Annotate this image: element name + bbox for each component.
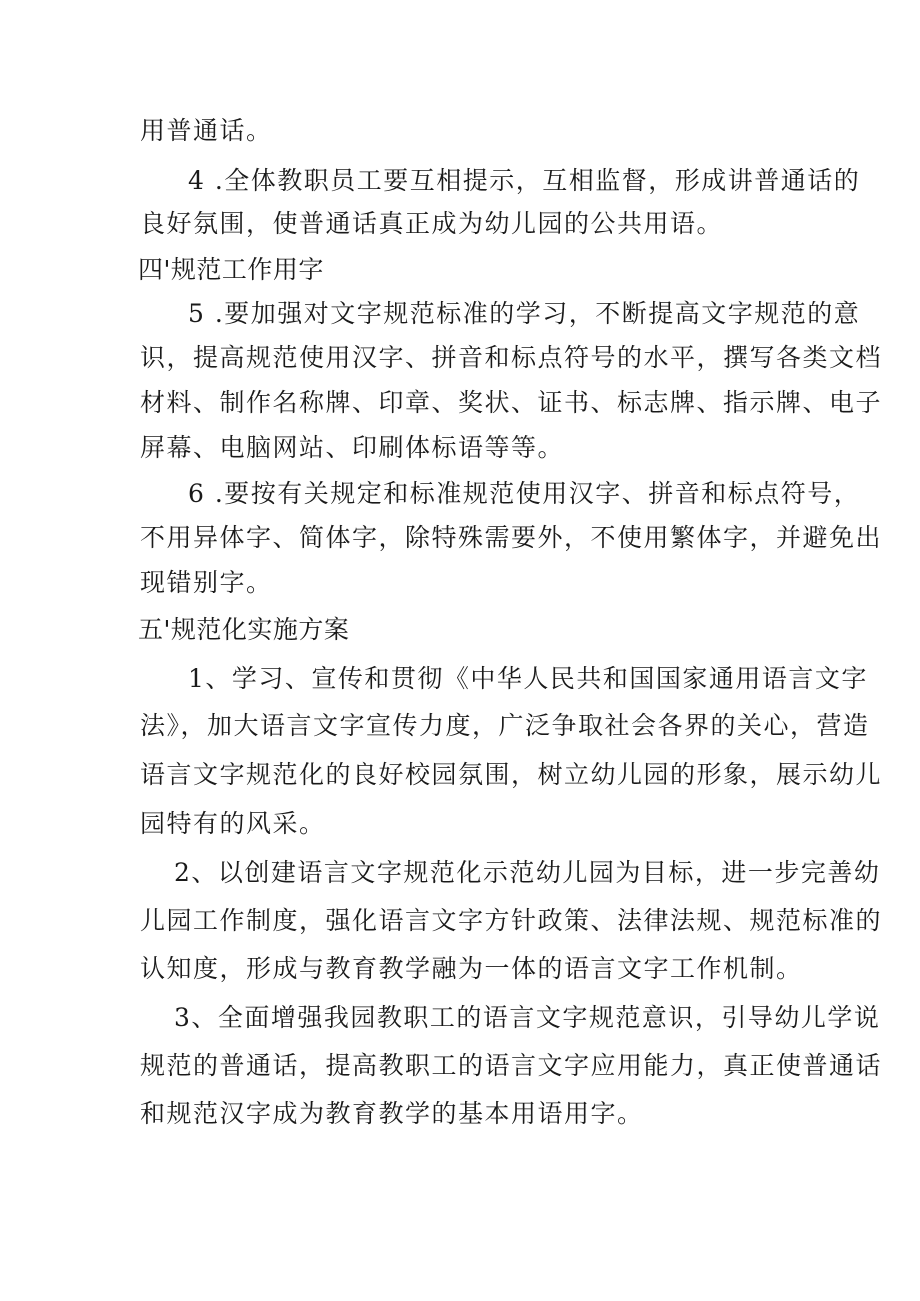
paragraph-item-5-line-4: 屏幕、电脑网站、印刷体标语等等。 bbox=[140, 433, 565, 462]
paragraph-point-2-line-1: 2、以创建语言文字规范化示范幼儿园为目标，进一步完善幼 bbox=[174, 858, 881, 887]
paragraph-item-6-line-1: 6 .要按有关规定和标准规范使用汉字、拼音和标点符号， bbox=[188, 479, 861, 508]
paragraph-item-6-line-2: 不用异体字、简体字，除特殊需要外，不使用繁体字，并避免出 bbox=[140, 523, 883, 552]
paragraph-continuation: 用普通话。 bbox=[140, 116, 273, 145]
paragraph-point-3-line-3: 和规范汉字成为教育教学的基本用语用字。 bbox=[140, 1099, 644, 1128]
paragraph-point-1-line-1: 1、学习、宣传和贯彻《中华人民共和国国家通用语言文字 bbox=[188, 664, 868, 693]
paragraph-item-5-line-1: 5 .要加强对文字规范标准的学习，不断提高文字规范的意 bbox=[188, 299, 861, 328]
paragraph-item-4-line-2: 良好氛围，使普通话真正成为幼儿园的公共用语。 bbox=[140, 209, 724, 238]
paragraph-item-4-line-1: 4 .全体教职员工要互相提示，互相监督，形成讲普通话的 bbox=[188, 166, 861, 195]
paragraph-point-3-line-1: 3、全面增强我园教职工的语言文字规范意识，引导幼儿学说 bbox=[174, 1003, 881, 1032]
paragraph-item-5-line-3: 材料、制作名称牌、印章、奖状、证书、标志牌、指示牌、电子 bbox=[140, 388, 883, 417]
paragraph-point-2-line-2: 儿园工作制度，强化语言文字方针政策、法律法规、规范标准的 bbox=[140, 906, 883, 935]
paragraph-point-1-line-2: 法》，加大语言文字宣传力度，广泛争取社会各界的关心，营造 bbox=[140, 711, 870, 740]
paragraph-point-2-line-3: 认知度，形成与教育教学融为一体的语言文字工作机制。 bbox=[140, 954, 803, 983]
section-heading-4: 四'规范工作用字 bbox=[138, 255, 324, 284]
paragraph-point-3-line-2: 规范的普通话，提高教职工的语言文字应用能力，真正使普通话 bbox=[140, 1051, 883, 1080]
paragraph-point-1-line-4: 园特有的风采。 bbox=[140, 809, 326, 838]
paragraph-item-5-line-2: 识，提高规范使用汉字、拼音和标点符号的水平，撰写各类文档 bbox=[140, 343, 883, 372]
section-heading-5: 五'规范化实施方案 bbox=[138, 615, 350, 644]
paragraph-point-1-line-3: 语言文字规范化的良好校园氛围，树立幼儿园的形象，展示幼儿 bbox=[140, 760, 883, 789]
paragraph-item-6-line-3: 现错别字。 bbox=[140, 568, 273, 597]
